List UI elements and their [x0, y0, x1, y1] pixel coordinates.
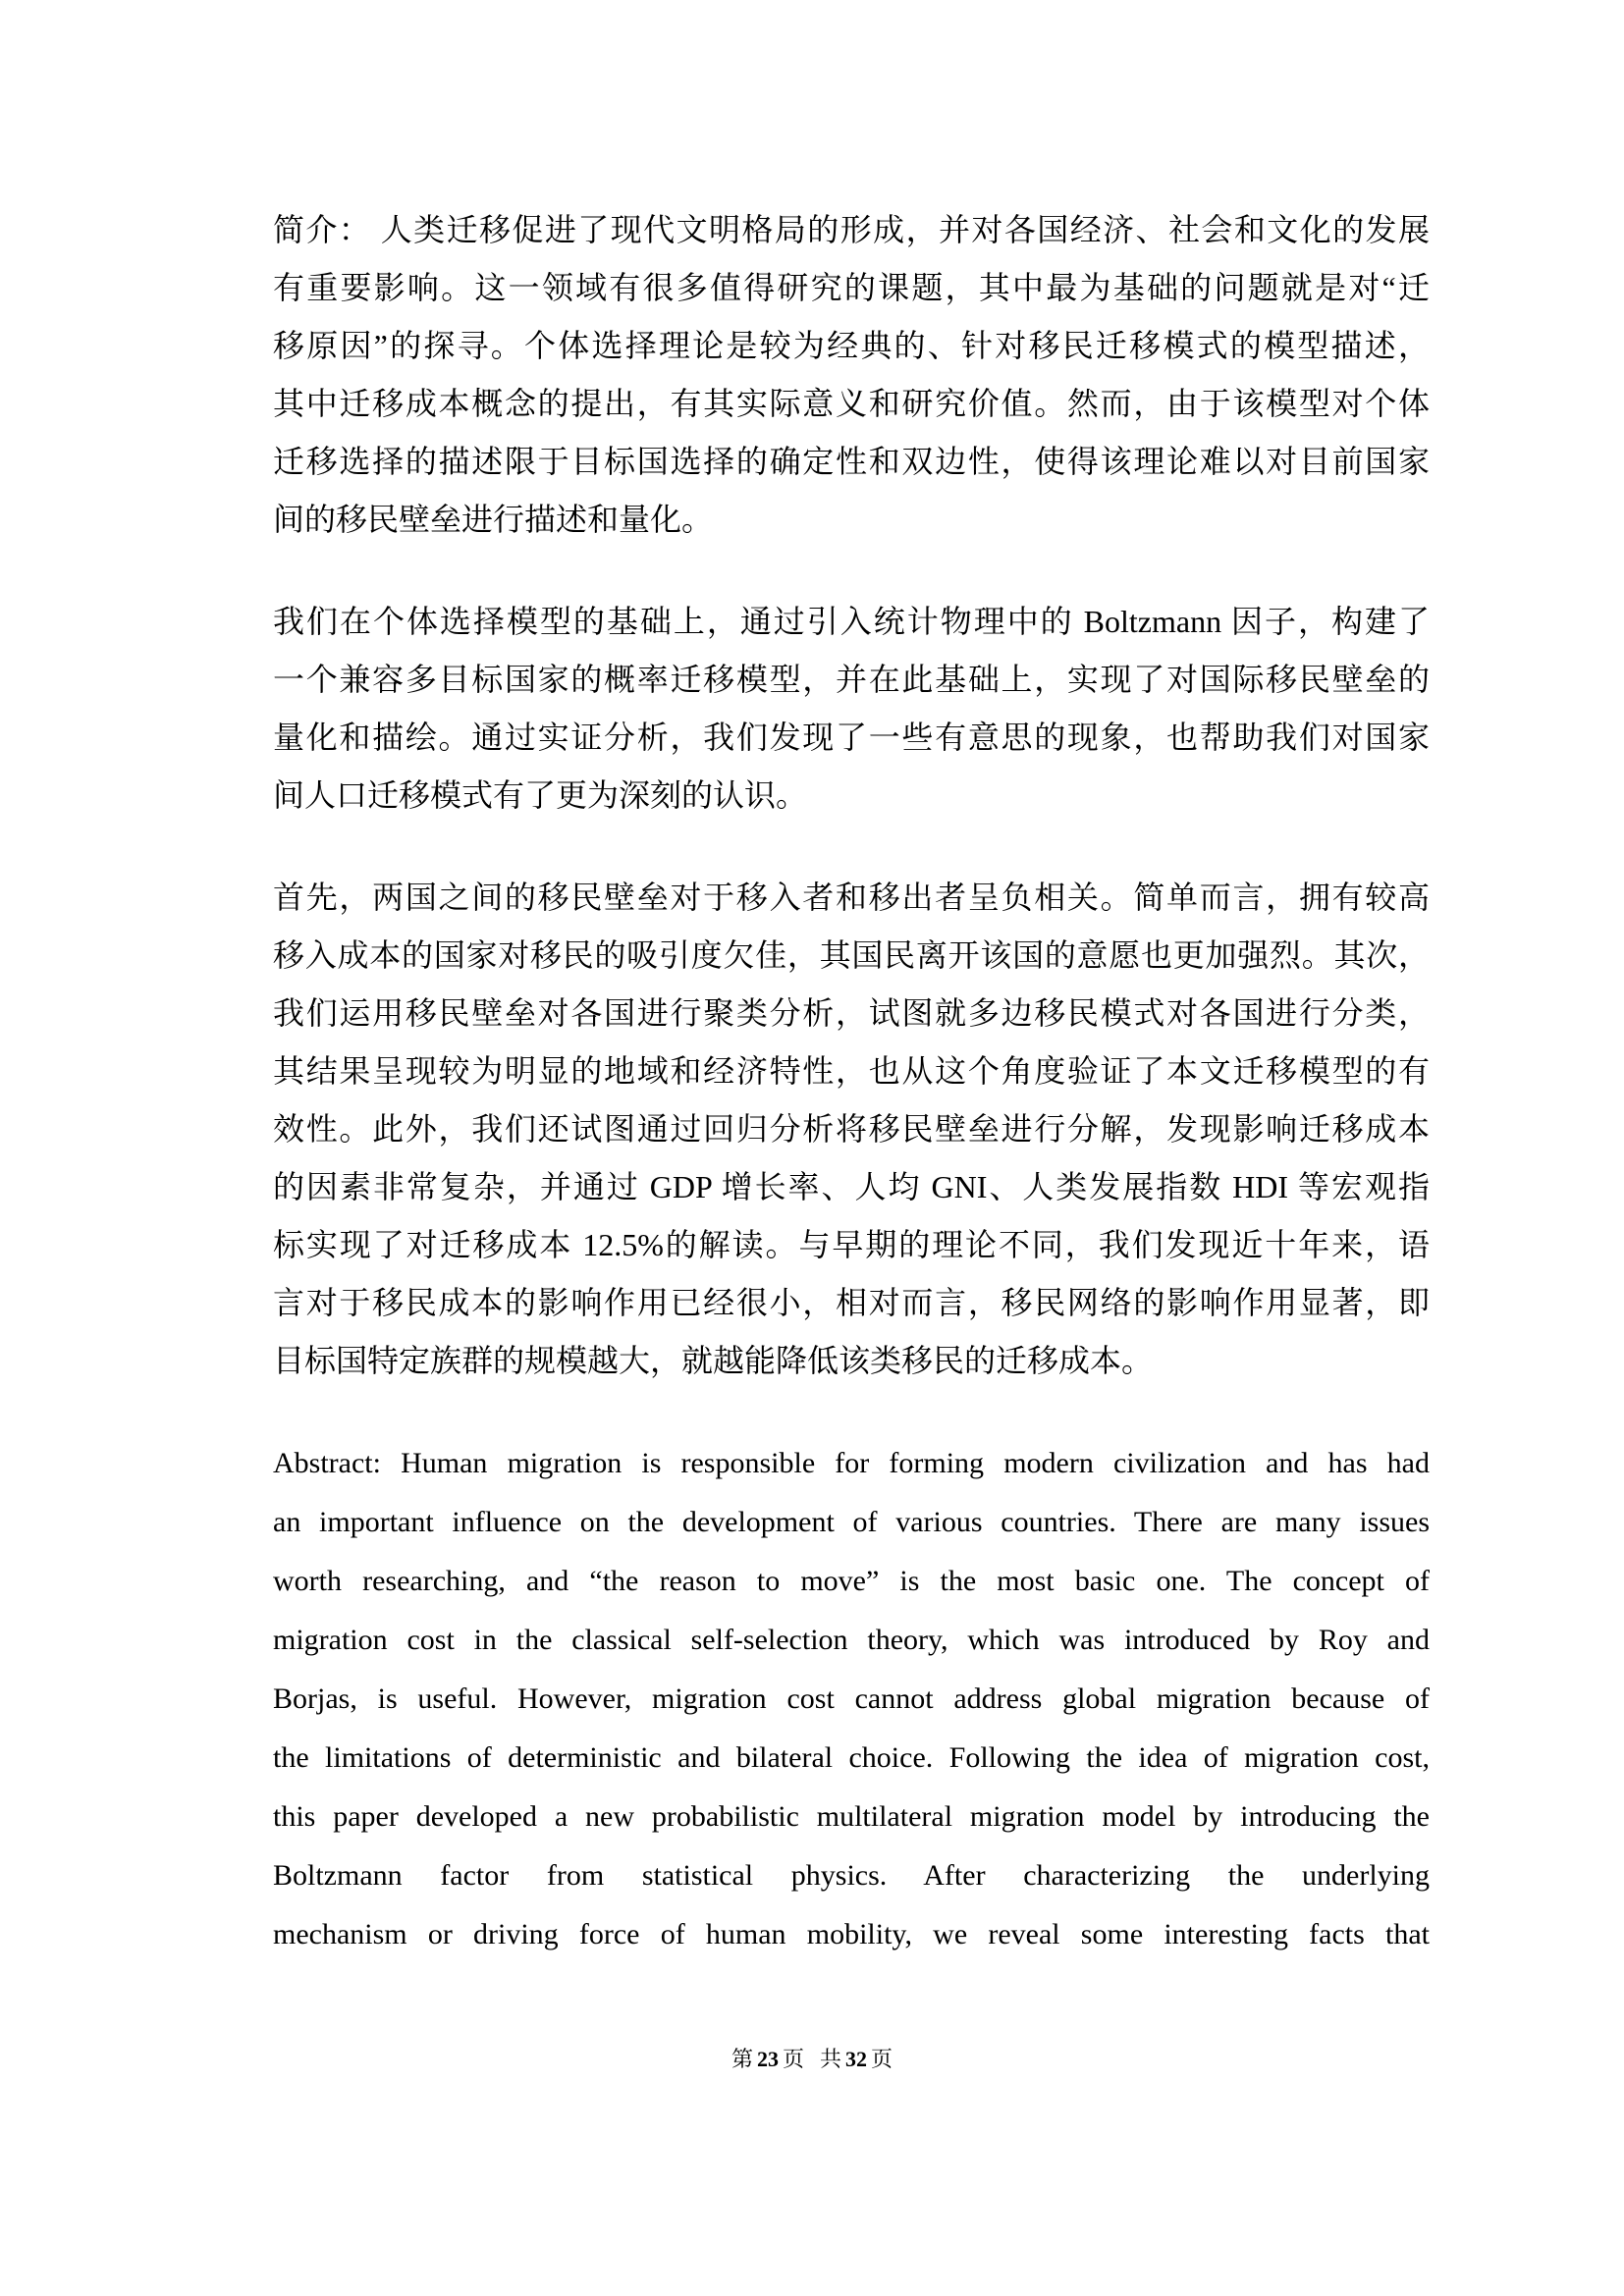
footer-page-prefix: 第 — [731, 2047, 753, 2071]
text-line: 言对于移民成本的影响作用已经很小，相对而言，移民网络的影响作用显著，即 — [273, 1285, 1430, 1320]
footer-total-prefix: 共 — [820, 2047, 842, 2071]
document-body — [273, 201, 1430, 2008]
footer-total-unit: 页 — [871, 2047, 893, 2071]
text-line: 标实现了对迁移成本 12.5%的解读。与早期的理论不同，我们发现近十年来，语 — [273, 1227, 1430, 1262]
text-line: 其中迁移成本概念的提出，有其实际意义和研究价值。然而，由于该模型对个体 — [273, 386, 1430, 421]
text-line: 其结果呈现较为明显的地域和经济特性，也从这个角度验证了本文迁移模型的有 — [273, 1053, 1430, 1089]
text-line: an important influence on the development of various countries. There are many issues — [273, 1506, 1430, 1538]
paragraph — [273, 1434, 1430, 1964]
text-line: worth researching, and “the reason to move” is the most basic one. The concept of — [273, 1565, 1430, 1597]
text-line: 量化和描绘。通过实证分析，我们发现了一些有意思的现象，也帮助我们对国家 — [273, 720, 1430, 755]
page-footer — [0, 2045, 1624, 2074]
paragraph — [273, 201, 1430, 549]
text-line: 间的移民壁垒进行描述和量化。 — [273, 502, 714, 537]
text-line: 效性。此外，我们还试图通过回归分析将移民壁垒进行分解，发现影响迁移成本 — [273, 1111, 1430, 1147]
paragraph — [273, 869, 1430, 1390]
text-line: this paper developed a new probabilistic multilateral migration model by introducing the — [273, 1800, 1430, 1833]
text-line: 有重要影响。这一领域有很多值得研究的课题，其中最为基础的问题就是对“迁 — [273, 270, 1430, 305]
text-line: migration cost in the classical self-selection theory, which was introduced by Roy and — [273, 1624, 1430, 1656]
text-line: 我们运用移民壁垒对各国进行聚类分析，试图就多边移民模式对各国进行分类， — [273, 995, 1430, 1031]
text-line: 迁移选择的描述限于目标国选择的确定性和双边性，使得该理论难以对目前国家 — [273, 444, 1430, 479]
text-line: 首先，两国之间的移民壁垒对于移入者和移出者呈负相关。简单而言，拥有较高 — [273, 880, 1430, 915]
text-line: 目标国特定族群的规模越大，就越能降低该类移民的迁移成本。 — [273, 1343, 1154, 1378]
text-line: the limitations of deterministic and bilateral choice. Following the idea of migration cost, — [273, 1741, 1430, 1774]
text-line: Boltzmann factor from statistical physics. After characterizing the underlying — [273, 1859, 1430, 1892]
text-line: Abstract: Human migration is responsible for forming modern civilization and has had — [273, 1447, 1430, 1479]
text-line: 间人口迁移模式有了更为深刻的认识。 — [273, 777, 808, 813]
text-line: 移原因”的探寻。个体选择理论是较为经典的、针对移民迁移模式的模型描述， — [273, 328, 1430, 363]
text-line: 一个兼容多目标国家的概率迁移模型，并在此基础上，实现了对国际移民壁垒的 — [273, 662, 1430, 697]
text-line: 我们在个体选择模型的基础上，通过引入统计物理中的 Boltzmann 因子，构建了 — [273, 604, 1430, 639]
text-line: 移入成本的国家对移民的吸引度欠佳，其国民离开该国的意愿也更加强烈。其次， — [273, 937, 1430, 973]
current-page-number: 23 — [756, 2047, 779, 2071]
text-line: mechanism or driving force of human mobility, we reveal some interesting facts that — [273, 1918, 1430, 1950]
footer-page-unit: 页 — [782, 2047, 804, 2071]
text-line: Borjas, is useful. However, migration cost cannot address global migration because of — [273, 1682, 1430, 1715]
text-line: 简介： 人类迁移促进了现代文明格局的形成，并对各国经济、社会和文化的发展 — [273, 212, 1430, 247]
total-page-number: 32 — [845, 2047, 868, 2071]
paragraph — [273, 593, 1430, 825]
text-line: 的因素非常复杂，并通过 GDP 增长率、人均 GNI、人类发展指数 HDI 等宏观指 — [273, 1169, 1430, 1204]
